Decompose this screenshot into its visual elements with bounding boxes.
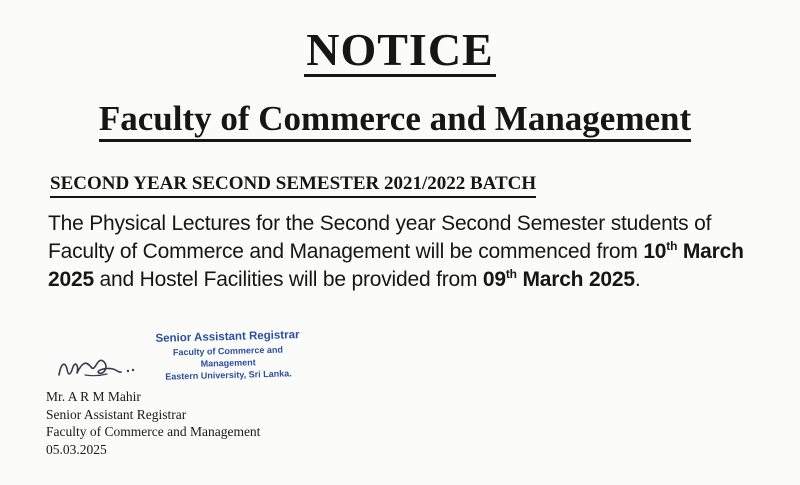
signatory-name: Mr. A R M Mahir [46, 389, 141, 404]
body-text-2: and Hostel Facilities will be provided from [93, 268, 483, 291]
stamp-line-2: Faculty of Commerce and Management [172, 344, 284, 369]
notice-body [48, 210, 748, 294]
body-text-1: The Physical Lectures for the Second year Second Semester students of Faculty of Commerce and Management will be commenced from [48, 212, 712, 263]
body-text-3: . [634, 268, 641, 291]
registrar-stamp [147, 328, 308, 383]
faculty-title [0, 96, 790, 142]
signatory-faculty: Faculty of Commerce and Management [46, 424, 261, 439]
notice-title [0, 22, 800, 78]
hostel-start-date: 09th March 2025 [482, 267, 635, 291]
stamp-line-3: Eastern University, Sri Lanka. [165, 368, 292, 382]
stamp-line-1: Senior Assistant Registrar [155, 329, 300, 345]
batch-heading: SECOND YEAR SECOND SEMESTER 2021/2022 BATCH [50, 172, 536, 198]
notice-title-text: NOTICE [306, 24, 494, 75]
handwritten-signature [55, 345, 140, 385]
notice-date: 05.03.2025 [46, 441, 107, 457]
lecture-start-date: 10th March 2025 [48, 239, 744, 291]
signatory-designation: Senior Assistant Registrar [46, 406, 187, 422]
faculty-title-text: Faculty of Commerce and Management [99, 99, 691, 142]
signatory-block [46, 388, 260, 458]
